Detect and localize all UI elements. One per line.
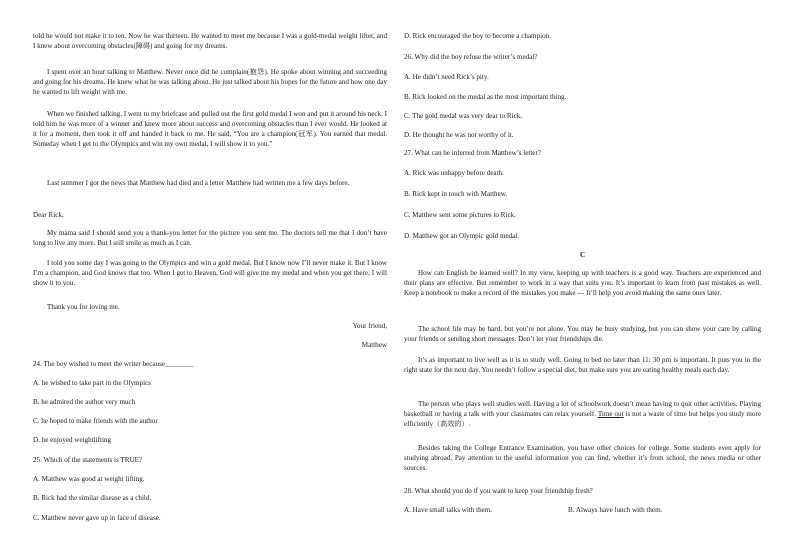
- question-26-option-a: A. He didn’t need Rick’s pity.: [404, 73, 489, 81]
- question-28-stem: 28. What should you do if you want to keep your friendship fresh?: [404, 487, 593, 495]
- question-24-option-c: C. he hoped to make friends with the author: [33, 417, 158, 425]
- question-27-option-d: D. Matthew got an Olympic gold medal.: [404, 232, 520, 240]
- passage-c-paragraph-3: It’s as important to live well as it is to study well. Going to bed no later than 11: 30 pm is important. It puts you in the right state for the next day. You needn’t follow a special diet, but make sure you are eating healthy meals each day.: [404, 356, 761, 374]
- question-27-option-c: C. Matthew sent some pictures to Rick.: [404, 211, 516, 219]
- question-25-stem: 25. Which of the statements is TRUE?: [33, 456, 143, 464]
- time-out-underlined-phrase: Time out: [597, 410, 624, 418]
- passage-b-paragraph-3: Last summer I got the news that Matthew had died and a letter Matthew had written me a few days before.: [47, 179, 350, 187]
- passage-c-paragraph-4: [404, 399, 761, 429]
- question-26-stem: 26. Why did the boy refuse the writer’s medal?: [404, 53, 538, 61]
- letter-paragraph-1: My mama said I should send you a thank-you letter for the picture you sent me. The doctors tell me that I don’t have long to live any more. But I still smile as much as I can.: [33, 229, 387, 247]
- passage-c-paragraph-1: How can English be learned well? In my view, keeping up with teachers is a good way. Teachers are experienced and their plans are effective. But remember to work in a way that suits you. It’s important to learn from past mistakes as well. Keep a notebook to make a record of the mistakes you make --- It’ll help you avoid making the same ones later.: [404, 269, 761, 297]
- passage-c-paragraph-2: The school life may be hard, but you’re not alone. You may be busy studying, but you can show your care by calling your friends or sending short messages. Don’t let your friendships die.: [404, 325, 761, 343]
- question-25-option-b: B. Rick had the similar disease as a child.: [33, 494, 152, 502]
- question-25-option-c: C. Matthew never gave up in face of disease.: [33, 514, 161, 522]
- question-27-stem: 27. What can be inferred from Matthew’s letter?: [404, 149, 541, 157]
- question-24-option-a: A. he wished to take part in the Olympics: [33, 379, 152, 387]
- question-25-option-a: A. Matthew was good at weight lifting.: [33, 475, 145, 483]
- passage-b-paragraph-1: I spent over an hour talking to Matthew. Never once did he complain(抱怨). He spoke about winning and succeeding and going for his dreams. He knew what he was talking about. He just talked about his hopes for the future and how one day he wanted to lift weight with me.: [33, 68, 387, 96]
- letter-greeting: Dear Rick,: [33, 211, 64, 219]
- question-26-option-d: D. He thought he was not worthy of it.: [404, 131, 514, 139]
- question-24-option-b: B. he admired the author very much: [33, 398, 136, 406]
- letter-thanks: Thank you for loving me.: [47, 303, 120, 311]
- letter-closing: Your friend,: [352, 322, 387, 330]
- question-26-option-b: B. Rick looked on the medal as the most important thing.: [404, 93, 567, 101]
- letter-signature: Matthew: [361, 341, 387, 349]
- letter-paragraph-2: I told you some day I was going to the Olympics and win a gold medal. But I know now I’ll never make it. But I know I’m a champion, and God knows that too. When I get to Heaven, God will give me my medal and when you get there, I will show it to you.: [33, 259, 387, 287]
- question-24-stem: 24. The boy wished to meet the writer because________: [33, 360, 194, 368]
- passage-c-paragraph-4-text-a: The person who plays well studies well. Having a lot of schoolwork doesn’t mean having to quit other activities. Playing basketball or having a talk with your classmates can relax yourself.: [404, 400, 761, 418]
- passage-c-heading: C: [579, 251, 586, 259]
- passage-b-paragraph-2: When we finished talking, I went to my briefcase and pulled out the first gold medal I won and put it around his neck. I told him he was more of a winner and knew more about success and overcoming obstacles than I ever would. He looked at it for a moment, then took it off and handed it back to me. He said, “You are a champion(冠军). You earned that medal. Someday when I get to the Olympics and win my own medal, I will show it to you.”: [33, 110, 387, 148]
- passage-b-paragraph-0: told he would not make it to ten. Now he was thirteen. He wanted to meet me because I was a gold-medal weight lifter, and I knew about overcoming obstacles(障碍) and going for my dreams.: [33, 32, 387, 50]
- question-28-option-b: B. Always have lunch with them.: [568, 506, 663, 514]
- question-27-option-a: A. Rick was unhappy before death.: [404, 169, 504, 177]
- question-27-option-b: B. Rick kept in touch with Matthew.: [404, 190, 508, 198]
- passage-c-paragraph-5: Besides taking the College Entrance Examination, you have other choices for college. Some students even apply for studying abroad. Pay attention to the useful information you can find, whether it’s from school, the news media or other sources.: [404, 444, 761, 472]
- question-25-option-d: D. Rick encouraged the boy to become a champion.: [404, 32, 551, 40]
- passage-c-paragraph-4-text-b: is not a waste of time but helps you study more efficiently（高效的）.: [404, 410, 761, 428]
- question-24-option-d: D. he enjoyed weightlifting: [33, 436, 112, 444]
- question-26-option-c: C. The gold medal was very dear to Rick.: [404, 112, 523, 120]
- question-28-option-a: A. Have small talks with them.: [404, 506, 493, 514]
- question-28-options: [404, 505, 761, 515]
